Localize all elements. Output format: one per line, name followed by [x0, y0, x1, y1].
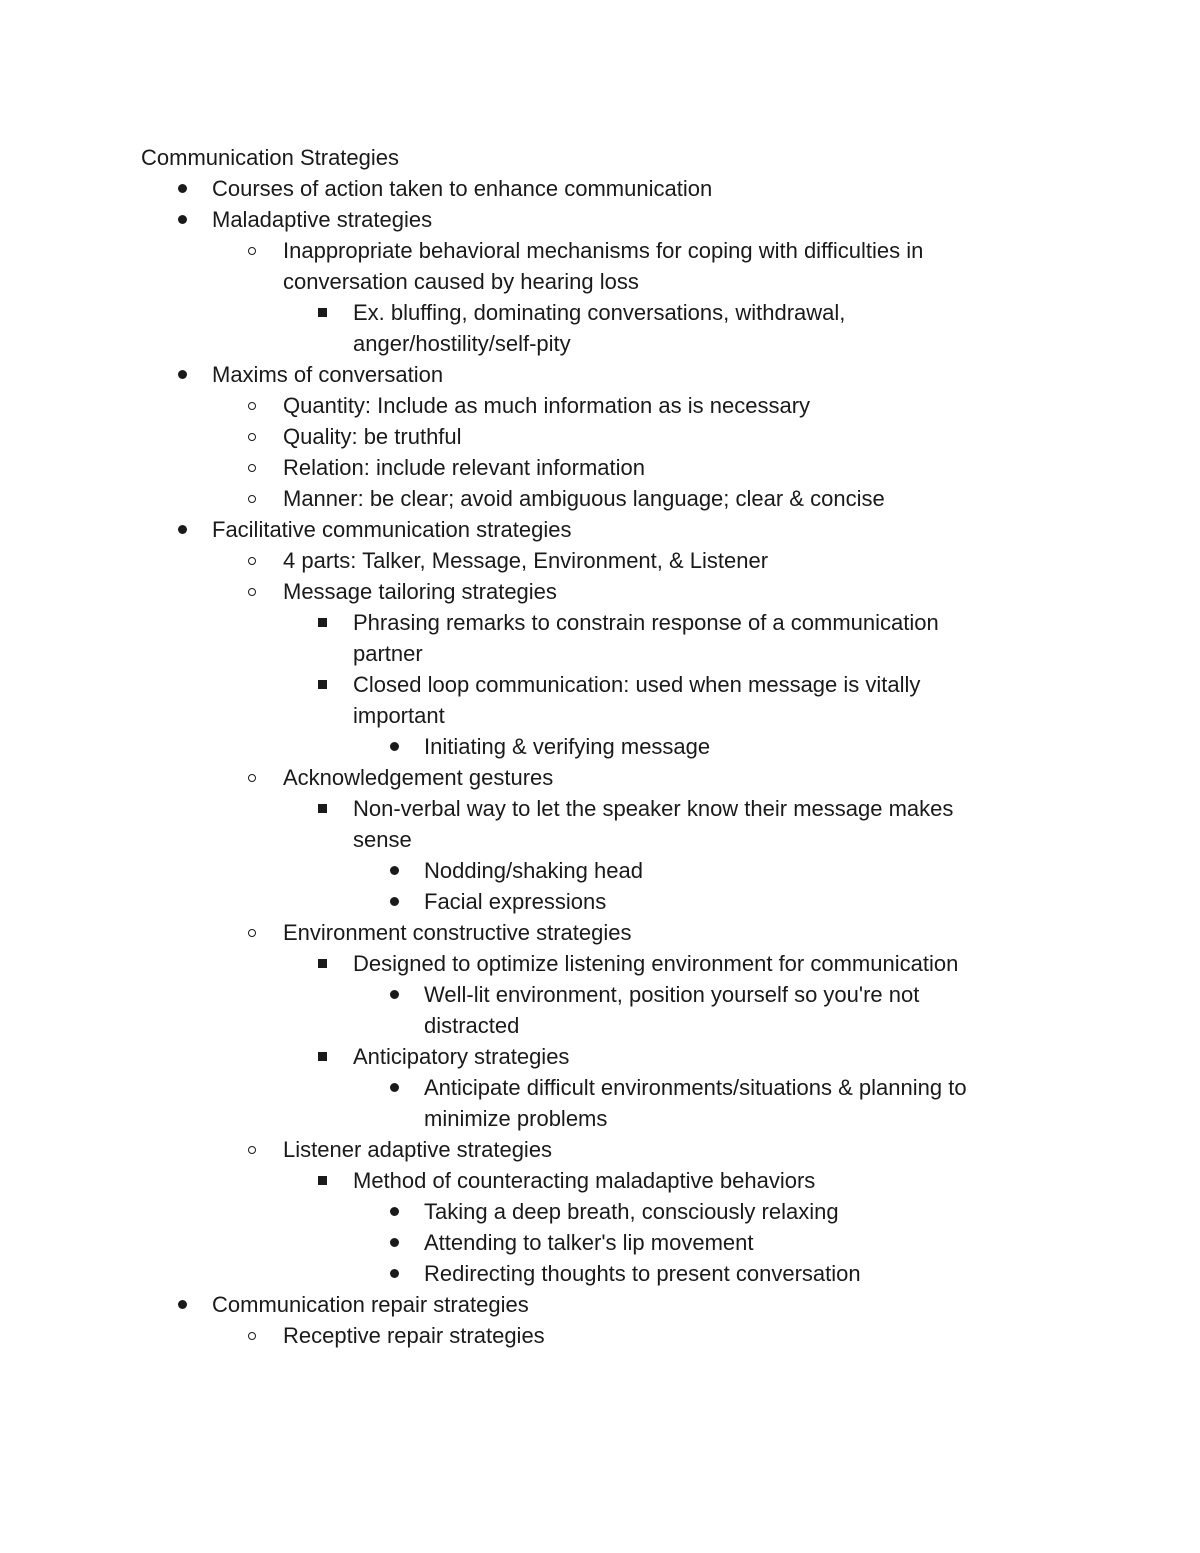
- disc-bullet-icon: [390, 1207, 399, 1216]
- square-bullet-icon: [318, 804, 327, 813]
- square-bullet-icon: [318, 959, 327, 968]
- list-item: Facilitative communication strategies: [212, 514, 1002, 545]
- square-bullet-icon: [318, 1176, 327, 1185]
- list-item: Quantity: Include as much information as is necessary: [283, 390, 1003, 421]
- circle-bullet-icon: [248, 1146, 256, 1154]
- circle-bullet-icon: [248, 1332, 256, 1340]
- disc-bullet-icon: [178, 215, 187, 224]
- list-item: Facial expressions: [424, 886, 1014, 917]
- square-bullet-icon: [318, 618, 327, 627]
- list-item: Message tailoring strategies: [283, 576, 1003, 607]
- list-item: Nodding/shaking head: [424, 855, 1014, 886]
- disc-bullet-icon: [178, 1300, 187, 1309]
- list-item: Ex. bluffing, dominating conversations, withdrawal, anger/hostility/self-pity: [353, 297, 1003, 359]
- square-bullet-icon: [318, 680, 327, 689]
- disc-bullet-icon: [178, 525, 187, 534]
- list-item: Closed loop communication: used when message is vitally important: [353, 669, 1003, 731]
- list-item: Environment constructive strategies: [283, 917, 1003, 948]
- list-item: Non-verbal way to let the speaker know their message makes sense: [353, 793, 1003, 855]
- circle-bullet-icon: [248, 402, 256, 410]
- circle-bullet-icon: [248, 929, 256, 937]
- document-title: Communication Strategies: [141, 145, 400, 170]
- circle-bullet-icon: [248, 588, 256, 596]
- list-item: Maxims of conversation: [212, 359, 1002, 390]
- list-item: Communication repair strategies: [212, 1289, 1002, 1320]
- circle-bullet-icon: [248, 247, 256, 255]
- list-item: Inappropriate behavioral mechanisms for coping with difficulties in conversation caused by hearing loss: [283, 235, 1003, 297]
- list-item: Method of counteracting maladaptive behaviors: [353, 1165, 1003, 1196]
- list-item: Manner: be clear; avoid ambiguous language; clear & concise: [283, 483, 1003, 514]
- list-item: 4 parts: Talker, Message, Environment, & Listener: [283, 545, 1003, 576]
- circle-bullet-icon: [248, 774, 256, 782]
- list-item: Listener adaptive strategies: [283, 1134, 1003, 1165]
- disc-bullet-icon: [390, 990, 399, 999]
- square-bullet-icon: [318, 1052, 327, 1061]
- list-item: Quality: be truthful: [283, 421, 1003, 452]
- list-item: Designed to optimize listening environment for communication: [353, 948, 1003, 979]
- list-item: Anticipate difficult environments/situations & planning to minimize problems: [424, 1072, 1014, 1134]
- circle-bullet-icon: [248, 495, 256, 503]
- list-item: Acknowledgement gestures: [283, 762, 1003, 793]
- disc-bullet-icon: [178, 184, 187, 193]
- disc-bullet-icon: [178, 370, 187, 379]
- square-bullet-icon: [318, 308, 327, 317]
- outline-list: [0, 173, 1200, 1351]
- disc-bullet-icon: [390, 1238, 399, 1247]
- list-item: Relation: include relevant information: [283, 452, 1003, 483]
- disc-bullet-icon: [390, 1083, 399, 1092]
- list-item: Anticipatory strategies: [353, 1041, 1003, 1072]
- list-item: Redirecting thoughts to present conversation: [424, 1258, 1014, 1289]
- circle-bullet-icon: [248, 433, 256, 441]
- disc-bullet-icon: [390, 866, 399, 875]
- circle-bullet-icon: [248, 557, 256, 565]
- list-item: Phrasing remarks to constrain response of a communication partner: [353, 607, 1003, 669]
- disc-bullet-icon: [390, 1269, 399, 1278]
- list-item: Attending to talker's lip movement: [424, 1227, 1014, 1258]
- disc-bullet-icon: [390, 742, 399, 751]
- disc-bullet-icon: [390, 897, 399, 906]
- list-item: Receptive repair strategies: [283, 1320, 1003, 1351]
- list-item: Courses of action taken to enhance communication: [212, 173, 1002, 204]
- circle-bullet-icon: [248, 464, 256, 472]
- list-item: Maladaptive strategies: [212, 204, 1002, 235]
- list-item: Initiating & verifying message: [424, 731, 1014, 762]
- list-item: Taking a deep breath, consciously relaxing: [424, 1196, 1014, 1227]
- list-item: Well-lit environment, position yourself so you're not distracted: [424, 979, 1014, 1041]
